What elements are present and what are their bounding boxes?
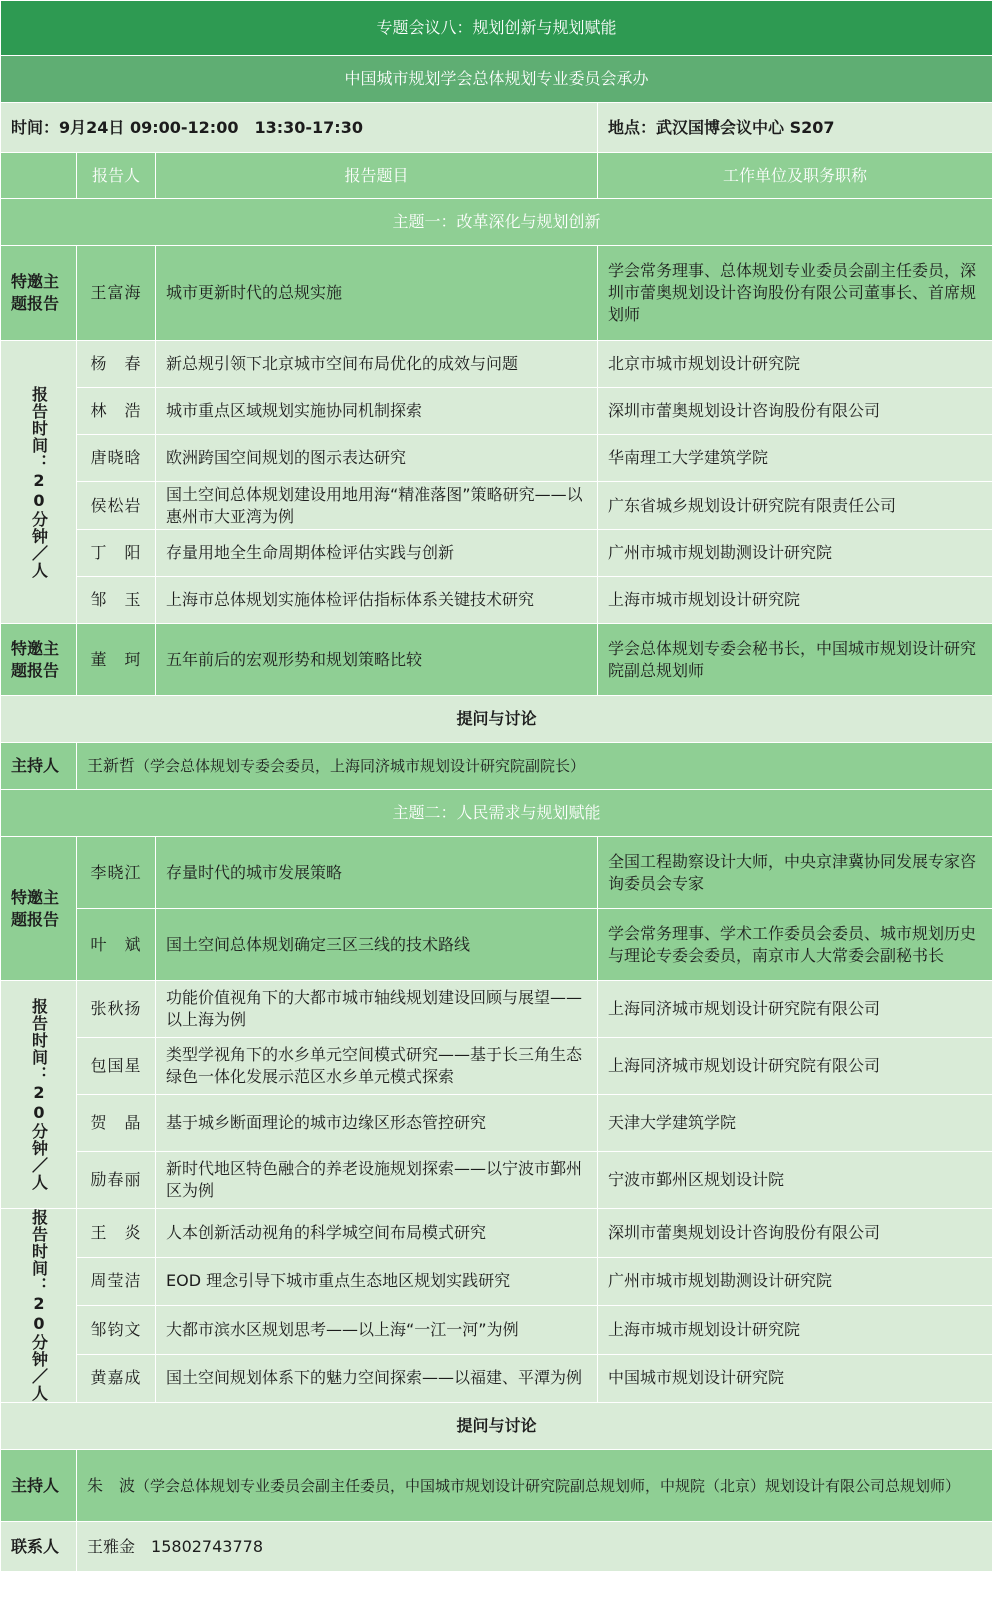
keynote-label: 特邀主题报告 <box>1 246 77 341</box>
venue-info: 地点：武汉国博会议中心 S207 <box>598 103 992 153</box>
topic: EOD 理念引导下城市重点生态地区规划实践研究 <box>156 1257 598 1306</box>
speaker: 邹钧文 <box>77 1306 156 1355</box>
affiliation: 中国城市规划设计研究院 <box>598 1354 992 1403</box>
speaker: 张秋扬 <box>77 981 156 1038</box>
affiliation: 天津大学建筑学院 <box>598 1095 992 1152</box>
header-topic: 报告题目 <box>156 153 598 199</box>
time-info: 时间：9月24日 09:00-12:00 13:30-17:30 <box>1 103 598 153</box>
speaker: 王 炎 <box>77 1209 156 1258</box>
affiliation: 学会常务理事、学术工作委员会委员、城市规划历史与理论专委会委员，南京市人大常委会副秘书长 <box>598 909 992 981</box>
table-row <box>1 1257 992 1306</box>
topic: 国土空间规划体系下的魅力空间探索——以福建、平潭为例 <box>156 1354 598 1403</box>
topic: 新时代地区特色融合的养老设施规划探索——以宁波市鄞州区为例 <box>156 1152 598 1209</box>
affiliation: 上海市城市规划设计研究院 <box>598 1306 992 1355</box>
affiliation: 学会总体规划专委会秘书长，中国城市规划设计研究院副总规划师 <box>598 624 992 696</box>
affiliation: 北京市城市规划设计研究院 <box>598 341 992 388</box>
speaker: 黄嘉成 <box>77 1354 156 1403</box>
contact-info <box>77 1522 992 1572</box>
table-row <box>1 577 992 624</box>
table-row <box>1 1209 992 1258</box>
table-row <box>1 1038 992 1095</box>
host-info <box>77 1450 992 1522</box>
topic: 上海市总体规划实施体检评估指标体系关键技术研究 <box>156 577 598 624</box>
affiliation: 深圳市蕾奥规划设计咨询股份有限公司 <box>598 388 992 435</box>
header-speaker: 报告人 <box>77 153 156 199</box>
host-name: 王新哲 <box>87 756 136 775</box>
speaker: 叶 斌 <box>77 909 156 981</box>
affiliation: 广东省城乡规划设计研究院有限责任公司 <box>598 482 992 530</box>
affiliation: 上海同济城市规划设计研究院有限公司 <box>598 981 992 1038</box>
affiliation: 广州市城市规划勘测设计研究院 <box>598 1257 992 1306</box>
table-row <box>1 1152 992 1209</box>
table-row <box>1 435 992 482</box>
speaker: 侯松岩 <box>77 482 156 530</box>
speaker: 林 浩 <box>77 388 156 435</box>
speaker: 唐晓晗 <box>77 435 156 482</box>
host-name: 朱 波 <box>87 1475 136 1495</box>
host-detail: （学会总体规划专委会委员，上海同济城市规划设计研究院副院长） <box>135 757 586 775</box>
speaker: 周莹洁 <box>77 1257 156 1306</box>
session-title: 专题会议八：规划创新与规划赋能 <box>1 1 992 56</box>
contact-name: 王雅金 <box>87 1536 136 1556</box>
keynote-label: 特邀主题报告 <box>1 624 77 696</box>
affiliation: 华南理工大学建筑学院 <box>598 435 992 482</box>
speaker: 贺 晶 <box>77 1095 156 1152</box>
table-row <box>1 1095 992 1152</box>
topic: 国土空间总体规划建设用地用海“精准落图”策略研究——以惠州市大亚湾为例 <box>156 482 598 530</box>
topic: 存量时代的城市发展策略 <box>156 837 598 909</box>
header-affiliation: 工作单位及职务职称 <box>598 153 992 199</box>
topic: 基于城乡断面理论的城市边缘区形态管控研究 <box>156 1095 598 1152</box>
topic: 存量用地全生命周期体检评估实践与创新 <box>156 530 598 577</box>
table-row <box>1 482 992 530</box>
host-detail: （学会总体规划专业委员会副主任委员，中国城市规划设计研究院副总规划师，中规院（北京）规划设计有限公司总规划师） <box>135 1476 961 1495</box>
speaker: 杨 春 <box>77 341 156 388</box>
speaker: 邹 玉 <box>77 577 156 624</box>
topic: 城市重点区域规划实施协同机制探索 <box>156 388 598 435</box>
table-row <box>1 530 992 577</box>
qa-label: 提问与讨论 <box>1 1403 992 1450</box>
affiliation: 上海同济城市规划设计研究院有限公司 <box>598 1038 992 1095</box>
report-time-label: 报告时间：20分钟／人 <box>1 341 77 624</box>
speaker: 包国星 <box>77 1038 156 1095</box>
table-row <box>1 388 992 435</box>
qa-label: 提问与讨论 <box>1 696 992 743</box>
host-label: 主持人 <box>1 743 77 790</box>
topic: 五年前后的宏观形势和规划策略比较 <box>156 624 598 696</box>
host-label: 主持人 <box>1 1450 77 1522</box>
topic: 城市更新时代的总规实施 <box>156 246 598 341</box>
topic: 新总规引领下北京城市空间布局优化的成效与问题 <box>156 341 598 388</box>
affiliation: 宁波市鄞州区规划设计院 <box>598 1152 992 1209</box>
table-row <box>1 981 992 1038</box>
host-info <box>77 743 992 790</box>
contact-label: 联系人 <box>1 1522 77 1572</box>
topic: 国土空间总体规划确定三区三线的技术路线 <box>156 909 598 981</box>
contact-phone: 15802743778 <box>151 1536 264 1556</box>
speaker: 励春丽 <box>77 1152 156 1209</box>
affiliation: 全国工程勘察设计大师，中央京津冀协同发展专家咨询委员会专家 <box>598 837 992 909</box>
affiliation: 广州市城市规划勘测设计研究院 <box>598 530 992 577</box>
affiliation: 学会常务理事、总体规划专业委员会副主任委员，深圳市蕾奥规划设计咨询股份有限公司董事长、首席规划师 <box>598 246 992 341</box>
theme1-title: 主题一：改革深化与规划创新 <box>1 199 992 246</box>
report-time-label: 报告时间：20分钟／人 <box>1 981 77 1209</box>
speaker: 丁 阳 <box>77 530 156 577</box>
theme2-title: 主题二：人民需求与规划赋能 <box>1 790 992 837</box>
topic: 类型学视角下的水乡单元空间模式研究——基于长三角生态绿色一体化发展示范区水乡单元模式探索 <box>156 1038 598 1095</box>
topic: 人本创新活动视角的科学城空间布局模式研究 <box>156 1209 598 1258</box>
topic: 欧洲跨国空间规划的图示表达研究 <box>156 435 598 482</box>
affiliation: 深圳市蕾奥规划设计咨询股份有限公司 <box>598 1209 992 1258</box>
affiliation: 上海市城市规划设计研究院 <box>598 577 992 624</box>
report-time-label: 报告时间：20分钟／人 <box>1 1209 77 1403</box>
keynote-label: 特邀主题报告 <box>1 837 77 981</box>
speaker: 王富海 <box>77 246 156 341</box>
topic: 功能价值视角下的大都市城市轴线规划建设回顾与展望——以上海为例 <box>156 981 598 1038</box>
speaker: 董 珂 <box>77 624 156 696</box>
table-row <box>1 1306 992 1355</box>
topic: 大都市滨水区规划思考——以上海“一江一河”为例 <box>156 1306 598 1355</box>
table-row <box>1 341 992 388</box>
speaker: 李晓江 <box>77 837 156 909</box>
table-row <box>1 1354 992 1403</box>
organizer: 中国城市规划学会总体规划专业委员会承办 <box>1 56 992 103</box>
header-blank <box>1 153 77 199</box>
